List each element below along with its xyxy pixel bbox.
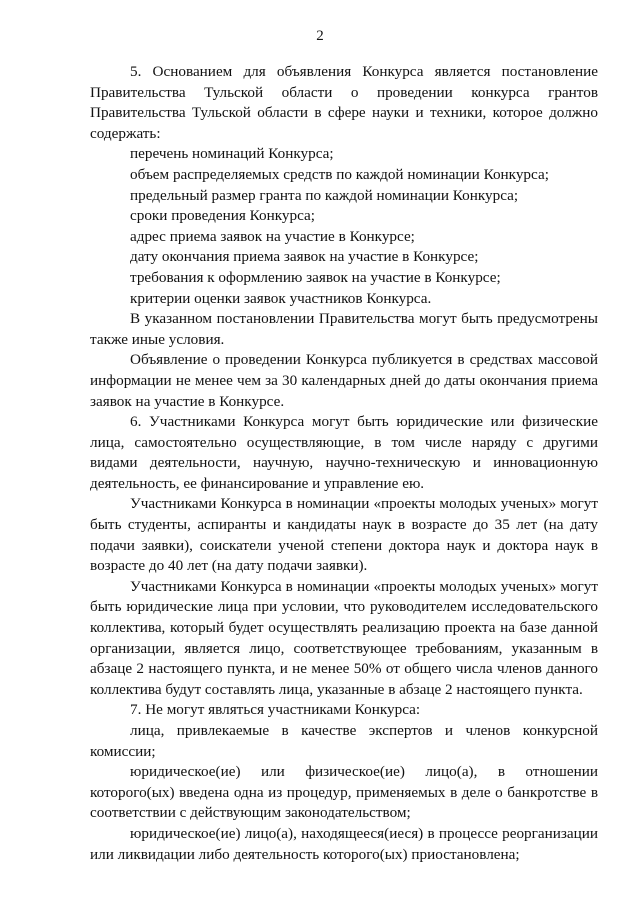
- list-item: требования к оформлению заявок на участие в Конкурсе;: [130, 268, 501, 286]
- section-7-heading: 7. Не могут являться участниками Конкурса:: [130, 701, 421, 719]
- list-item: объем распределяемых средств по каждой номинации Конкурса;: [130, 165, 549, 183]
- document-body: [90, 62, 598, 865]
- section-5-intro: 5. Основанием для объявления Конкурса является постановление Правительства Тульской области о проведении конкурса грантов Правительства Тульской области в сфере науки и техники, которое должно содержать:: [90, 63, 598, 142]
- list-item: предельный размер гранта по каждой номинации Конкурса;: [130, 186, 519, 204]
- section-6-participants: 6. Участниками Конкурса могут быть юридические или физические лица, самостоятельно осуществляющие, в том числе наряду с другими видами деятельности, научную, научно-техническую и инновационную деятельность, ее финансирование и управление ею.: [90, 413, 598, 492]
- list-item: юридическое(ие) или физическое(ие) лицо(а), в отношении которого(ых) введена одна из процедур, применяемых в деле о банкротстве в соответствии с действующим законодательством;: [90, 763, 598, 822]
- list-item: дату окончания приема заявок на участие в Конкурсе;: [130, 248, 479, 266]
- list-item: критерии оценки заявок участников Конкурса.: [130, 289, 432, 307]
- list-item: адрес приема заявок на участие в Конкурсе;: [130, 227, 415, 245]
- page-number: 2: [316, 28, 324, 44]
- list-item: юридическое(ие) лицо(а), находящееся(иеся) в процессе реорганизации или ликвидации либо деятельность которого(ых) приостановлена;: [90, 824, 598, 863]
- list-item: перечень номинаций Конкурса;: [130, 145, 334, 163]
- announcement-paragraph: Объявление о проведении Конкурса публикуется в средствах массовой информации не менее чем за 30 календарных дней до даты окончания приема заявок на участие в Конкурсе.: [90, 351, 598, 410]
- young-scientists-individuals-paragraph: Участниками Конкурса в номинации «проекты молодых ученых» могут быть студенты, аспиранты и кандидаты наук в возрасте до 35 лет (на дату подачи заявки), соискатели ученой степени доктора наук и доктора наук в возрасте до 40 лет (на дату подачи заявки).: [90, 495, 598, 575]
- young-scientists-legal-paragraph: Участниками Конкурса в номинации «проекты молодых ученых» могут быть юридические лица при условии, что руководителем исследовательского коллектива, который будет осуществлять реализацию проекта на базе данной организации, является лицо, соответствующее требованиям, указанным в абзаце 2 настоящего пункта, и не менее 50% от общего числа членов данного коллектива будут составлять лица, указанные в абзаце 2 настоящего пункта.: [90, 577, 598, 698]
- other-conditions-paragraph: В указанном постановлении Правительства могут быть предусмотрены также иные условия.: [90, 310, 598, 348]
- list-item: лица, привлекаемые в качестве экспертов и членов конкурсной комиссии;: [90, 722, 598, 760]
- list-item: сроки проведения Конкурса;: [130, 207, 316, 225]
